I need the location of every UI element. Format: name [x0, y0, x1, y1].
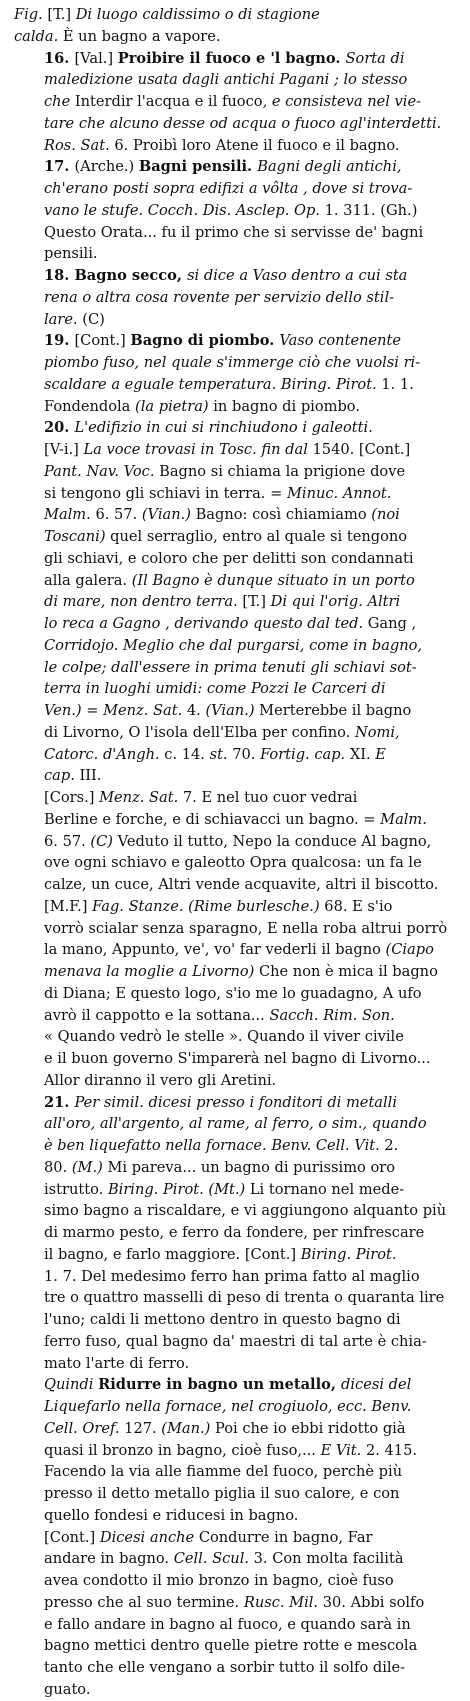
roman-text: di marmo pesto, e ferro da fondere, per rinfrescare: [44, 1224, 425, 1241]
roman-text: mato l'arte di ferro.: [44, 1354, 190, 1372]
roman-text: tre o quattro masselli di peso di trenta o quaranta lire: [44, 1289, 445, 1307]
text-line: [14, 831, 462, 853]
roman-text: Bagno: così chiamiamo: [195, 506, 372, 524]
text-line: [14, 787, 462, 809]
italic-text: Fig.: [14, 6, 48, 23]
text-line: [14, 91, 462, 113]
italic-text: Pant. Nav. Voc.: [44, 462, 160, 480]
roman-text: alla galera.: [44, 571, 132, 589]
roman-text: Gang ,: [367, 615, 417, 632]
text-line: [14, 1026, 462, 1048]
roman-text: 2. 415.: [365, 1441, 418, 1459]
italic-text: rena o altra cosa rovente per servizio dello stil-: [44, 288, 395, 306]
roman-text: « Quando vedrò le stelle ». Quando il viver civile: [44, 1028, 404, 1046]
italic-text: L'edifizio in cui si rinchiudono i galeotti.: [74, 419, 373, 437]
roman-text: Interdir l'acqua e il fuoco: [74, 93, 263, 110]
italic-text: Nomi,: [354, 723, 400, 741]
text-line: [14, 1374, 462, 1396]
italic-text: lo reca a Gagno , derivando questo dal ted.: [44, 615, 368, 632]
text-line: [14, 570, 462, 592]
roman-text: Li tornano nel mede-: [249, 1180, 405, 1198]
roman-text: (Arche.): [74, 158, 139, 176]
roman-text: Questo Orata... fu il primo che si servisse de' bagni: [44, 223, 424, 241]
roman-text: III.: [79, 767, 102, 785]
roman-text: 3. Con molta facilità: [253, 1550, 404, 1568]
text-line: [14, 765, 462, 787]
text-line: [14, 483, 462, 505]
italic-text: E Vit.: [320, 1441, 366, 1459]
roman-text: Veduto il tutto, Nepo la conduce Al bagno,: [117, 832, 432, 850]
bold-text: 17.: [44, 158, 75, 176]
text-line: [14, 1592, 462, 1614]
text-line: [14, 1461, 462, 1483]
roman-text: pensili.: [44, 245, 98, 263]
text-line: [14, 200, 462, 222]
text-line: [14, 352, 462, 374]
italic-text: Di qui l'orig. Altri: [270, 593, 401, 611]
bold-text: 16.: [44, 49, 75, 67]
roman-text: [Cors.]: [44, 789, 100, 806]
roman-text: 70.: [232, 745, 261, 763]
text-line: [14, 265, 462, 287]
roman-text: Poi che io ebbi ridotto già: [215, 1419, 406, 1437]
roman-text: il bagno, e farlo maggiore. [Cont.]: [44, 1245, 301, 1263]
roman-text: si tengono gli schiavi in terra. =: [44, 484, 287, 502]
italic-text: Dicesi anche: [99, 1528, 199, 1546]
italic-text: Liquefarlo nella fornace, nel crogiuolo, ecc. Benv.: [44, 1398, 412, 1415]
roman-text: 30. Abbi solfo: [322, 1593, 425, 1611]
entry-paragraph: [14, 896, 462, 1092]
text-line: [14, 1048, 462, 1070]
text-line: [14, 1570, 462, 1592]
italic-text: Menz. Sat.: [99, 789, 183, 806]
roman-text: e fallo andare in bagno al fuoco, e quando sarà in: [44, 1615, 411, 1633]
roman-text: Bagno si chiama la prigione dove: [159, 462, 406, 480]
roman-text: avrò il cappotto e la sottana...: [44, 1006, 270, 1024]
text-line: [14, 1331, 462, 1353]
italic-text: Malm.: [380, 810, 427, 828]
italic-text: piombo fuso, nel quale s'immerge ciò che vuolsi ri-: [44, 354, 421, 371]
roman-text: 1. 1.: [381, 375, 414, 393]
text-line: [14, 69, 462, 91]
roman-text: e il buon governo S'imparerà nel bagno di Livorno...: [44, 1050, 431, 1067]
italic-text: Ros. Sat.: [44, 136, 115, 154]
text-line: [14, 722, 462, 744]
text-line: [14, 1113, 462, 1135]
text-line: [14, 918, 462, 940]
text-line: [14, 1266, 462, 1288]
text-line: [14, 1200, 462, 1222]
roman-text: quasi il bronzo in bagno, cioè fuso,...: [44, 1441, 321, 1459]
roman-text: 1. 311. (Gh.): [324, 201, 418, 219]
roman-text: XI.: [349, 745, 376, 763]
roman-text: 7. E nel tuo cuor vedrai: [182, 789, 358, 806]
text-line: [14, 852, 462, 874]
text-line: [14, 4, 462, 26]
italic-text: tare che alcuno desse od acqua o fuoco agl'interdetti.: [44, 114, 442, 132]
italic-text: di mare, non dentro terra.: [44, 593, 243, 611]
italic-text: (Il Bagno è dunque situato in un porto: [131, 571, 415, 589]
text-line: [14, 396, 462, 418]
entry-paragraph: [14, 1092, 462, 1375]
text-line: [14, 809, 462, 831]
roman-text: È un bagno a vapore.: [62, 27, 221, 45]
roman-text: [T.]: [242, 593, 271, 611]
roman-text: 1. 7. Del medesimo ferro han prima fatto al maglio: [44, 1267, 420, 1285]
roman-text: guato.: [44, 1680, 91, 1698]
text-line: [14, 439, 462, 461]
text-line: [14, 287, 462, 309]
italic-text: (Vian.): [141, 506, 196, 524]
roman-text: [M.F.]: [44, 897, 93, 915]
italic-text: le colpe; dall'essere in prima tenuti gli schiavi sot-: [44, 658, 417, 676]
text-line: [14, 504, 462, 526]
italic-text: Sorta di: [345, 49, 405, 67]
text-line: [14, 374, 462, 396]
italic-text: è ben liquefatto nella fornace. Benv. Cell. Vit.: [44, 1137, 385, 1154]
text-line: [14, 1679, 462, 1701]
text-line: [14, 309, 462, 331]
entry-paragraph: [14, 330, 462, 417]
roman-text: avea condotto il mio bronzo in bagno, cioè fuso: [44, 1572, 394, 1589]
text-line: [14, 1440, 462, 1462]
roman-text: quello fondesi e riducesi in bagno.: [44, 1506, 299, 1524]
roman-text: [Cont.]: [74, 332, 131, 350]
roman-text: quel serraglio, entro al quale si tengono: [110, 528, 408, 545]
text-line: [14, 939, 462, 961]
text-line: [14, 700, 462, 722]
italic-text: (Man.): [161, 1419, 216, 1437]
italic-text: Quindi: [44, 1376, 99, 1394]
bold-text: 18. Bagno secco,: [44, 267, 188, 284]
text-line: [14, 657, 462, 679]
roman-text: Fondendola: [44, 397, 136, 415]
text-line: [14, 613, 462, 635]
text-line: [14, 744, 462, 766]
roman-text: bagno mettici dentro quelle pietre rotte e mescola: [44, 1637, 418, 1655]
text-line: [14, 156, 462, 178]
roman-text: [Val.]: [74, 49, 118, 67]
italic-text: (C): [90, 832, 118, 850]
italic-text: ch'erano posti sopra edifizi a vôlta , dove si trova-: [44, 180, 413, 197]
roman-text: Che non è mica il bagno: [258, 963, 438, 980]
bold-text: Bagno di piombo.: [130, 332, 280, 350]
text-line: [14, 330, 462, 352]
entry-paragraph: [14, 417, 462, 787]
roman-text: tanto che elle vengano a sorbir tutto il solfo dile-: [44, 1659, 406, 1676]
roman-text: simo bagno a riscaldare, e vi aggiungono alquanto più: [44, 1202, 447, 1220]
italic-text: Fortig. cap.: [260, 745, 350, 763]
italic-text: E: [375, 745, 386, 763]
roman-text: Mi pareva... un bagno di purissimo oro: [107, 1158, 396, 1176]
entry-paragraph: [14, 1374, 462, 1526]
roman-text: 6. 57.: [44, 832, 91, 850]
roman-text: 68. E s'io: [324, 897, 393, 915]
italic-text: Biring. Pirot. (Mt.): [107, 1180, 250, 1198]
italic-text: dicesi del: [341, 1376, 412, 1394]
roman-text: istrutto.: [44, 1180, 108, 1198]
roman-text: andare in bagno.: [44, 1550, 174, 1568]
roman-text: Merterebbe il bagno: [259, 702, 412, 719]
text-line: [14, 1092, 462, 1114]
text-line: [14, 1396, 462, 1418]
italic-text: Cell. Oref.: [44, 1419, 125, 1437]
italic-text: si dice a Vaso dentro a cui sta: [187, 267, 408, 284]
roman-text: gli schiavi, e coloro che per delitti son condannati: [44, 549, 414, 567]
roman-text: presso il detto metallo piglia il suo calore, e con: [44, 1485, 400, 1502]
text-line: [14, 1483, 462, 1505]
italic-text: Bagni degli antichi,: [257, 158, 402, 176]
italic-text: Sacch. Rim. Son.: [269, 1006, 395, 1024]
italic-text: Catorc. d'Angh.: [44, 745, 165, 763]
entry-paragraph: [14, 787, 462, 896]
roman-text: di Diana; E questo logo, s'io me lo guadagno, A ufo: [44, 984, 422, 1002]
roman-text: 80.: [44, 1158, 72, 1176]
roman-text: in bagno di piombo.: [213, 397, 360, 415]
roman-text: Allor diranno il vero gli Aretini.: [44, 1071, 277, 1089]
roman-text: 4.: [186, 702, 206, 719]
text-line: [14, 678, 462, 700]
roman-text: [Cont.]: [44, 1528, 100, 1546]
text-line: [14, 48, 462, 70]
roman-text: ferro fuso, qual bagno da' maestri di tal arte è chia-: [44, 1332, 427, 1350]
text-line: [14, 591, 462, 613]
italic-text: che: [44, 93, 75, 110]
roman-text: [V-i.]: [44, 441, 84, 458]
roman-text: Condurre in bagno, Far: [198, 1528, 373, 1546]
italic-text: Biring. Pirot.: [300, 1245, 397, 1263]
text-line: [14, 1614, 462, 1636]
text-line: [14, 222, 462, 244]
text-line: [14, 135, 462, 157]
roman-text: [T.]: [47, 6, 76, 23]
text-line: [14, 1505, 462, 1527]
bold-text: Bagni pensili.: [138, 158, 258, 176]
roman-text: presso che al suo termine.: [44, 1593, 244, 1611]
text-line: [14, 1309, 462, 1331]
italic-text: vano le stufe. Cocch. Dis. Asclep. Op.: [44, 201, 325, 219]
roman-text: c. 14.: [164, 745, 210, 763]
text-line: [14, 1157, 462, 1179]
text-line: [14, 417, 462, 439]
bold-text: Ridurre in bagno un metallo,: [98, 1376, 342, 1394]
text-line: [14, 961, 462, 983]
text-line: [14, 113, 462, 135]
bold-text: 20.: [44, 419, 75, 437]
text-line: [14, 548, 462, 570]
text-line: [14, 1287, 462, 1309]
italic-text: (noi: [371, 506, 400, 524]
bold-text: 19.: [44, 332, 75, 350]
entry-paragraph: [14, 48, 462, 157]
roman-text: calze, un cuce, Altri vende acquavite, altri il biscotto.: [44, 876, 439, 893]
entry-paragraph: [14, 156, 462, 265]
italic-text: Fag. Stanze. (Rime burlesche.): [92, 897, 325, 915]
text-line: [14, 1353, 462, 1375]
entry-paragraph: [14, 1527, 462, 1701]
italic-text: st.: [209, 745, 233, 763]
entry-paragraph: [14, 265, 462, 330]
italic-text: menava la moglie a Livorno): [44, 963, 259, 980]
italic-text: maledizione usata dagli antichi Pagani ; lo stesso: [44, 71, 408, 89]
text-line: [14, 1070, 462, 1092]
text-line: [14, 1527, 462, 1549]
italic-text: (la pietra): [135, 397, 214, 415]
text-line: [14, 526, 462, 548]
italic-text: (M.): [71, 1158, 108, 1176]
text-line: [14, 1179, 462, 1201]
roman-text: 127.: [124, 1419, 162, 1437]
text-line: [14, 874, 462, 896]
bold-text: 21.: [44, 1093, 75, 1111]
italic-text: lare.: [44, 310, 83, 328]
italic-text: (Ciapo: [385, 941, 434, 959]
italic-text: Rusc. Mil.: [243, 1593, 323, 1611]
text-line: [14, 896, 462, 918]
text-line: [14, 243, 462, 265]
italic-text: Per simil. dicesi presso i fonditori di metalli: [74, 1093, 398, 1111]
text-line: [14, 1418, 462, 1440]
italic-text: cap.: [44, 767, 80, 785]
roman-text: vorrò scialar senza sparagno, E nella roba altrui porrò: [44, 919, 448, 937]
bold-text: Proibire il fuoco e 'l bagno.: [117, 49, 346, 67]
entry-paragraph: [14, 4, 462, 48]
text-line: [14, 1548, 462, 1570]
italic-text: calda.: [14, 27, 63, 45]
roman-text: 1540. [Cont.]: [312, 441, 411, 458]
text-line: [14, 1244, 462, 1266]
text-line: [14, 461, 462, 483]
italic-text: scaldare a eguale temperatura. Biring. Pirot.: [44, 375, 382, 393]
roman-text: 6. 57.: [95, 506, 142, 524]
roman-text: 2.: [384, 1137, 399, 1154]
text-line: [14, 178, 462, 200]
text-line: [14, 1135, 462, 1157]
roman-text: ove ogni schiavo e galeotto Opra qualcosa: un fa le: [44, 854, 422, 872]
italic-text: all'oro, all'argento, al rame, al ferro, o sim., quando: [44, 1115, 427, 1133]
italic-text: , e consisteva nel vie-: [262, 93, 422, 110]
roman-text: di Livorno, O l'isola dell'Elba per confino.: [44, 723, 355, 741]
italic-text: Minuc. Annot.: [286, 484, 392, 502]
italic-text: Vaso contenente: [279, 332, 402, 350]
italic-text: Malm.: [44, 506, 96, 524]
italic-text: La voce trovasi in Tosc. fin dal: [83, 441, 313, 458]
roman-text: (C): [82, 310, 105, 328]
text-line: [14, 26, 462, 48]
text-line: [14, 1635, 462, 1657]
italic-text: Ven.) = Menz. Sat.: [44, 702, 187, 719]
italic-text: terra in luoghi umidi: come Pozzi le Carceri di: [44, 680, 386, 698]
text-line: [14, 1657, 462, 1679]
text-line: [14, 1222, 462, 1244]
text-line: [14, 983, 462, 1005]
roman-text: 6. Proibì loro Atene il fuoco e il bagno.: [114, 136, 400, 154]
roman-text: Berline e forche, e di schiavacci un bagno. =: [44, 810, 381, 828]
italic-text: Toscani): [44, 528, 111, 545]
roman-text: l'uno; caldi li mettono dentro in questo bagno di: [44, 1311, 401, 1328]
roman-text: Facendo la via alle fiamme del fuoco, perchè più: [44, 1463, 403, 1481]
roman-text: la mano, Appunto, ve', vo' far vederli il bagno: [44, 941, 386, 959]
text-line: [14, 635, 462, 657]
italic-text: Di luogo caldissimo o di stagione: [75, 6, 320, 23]
italic-text: Cell. Scul.: [173, 1550, 254, 1568]
italic-text: (Vian.): [205, 702, 260, 719]
text-line: [14, 1005, 462, 1027]
italic-text: Corridojo. Meglio che dal purgarsi, come in bagno,: [44, 636, 423, 654]
